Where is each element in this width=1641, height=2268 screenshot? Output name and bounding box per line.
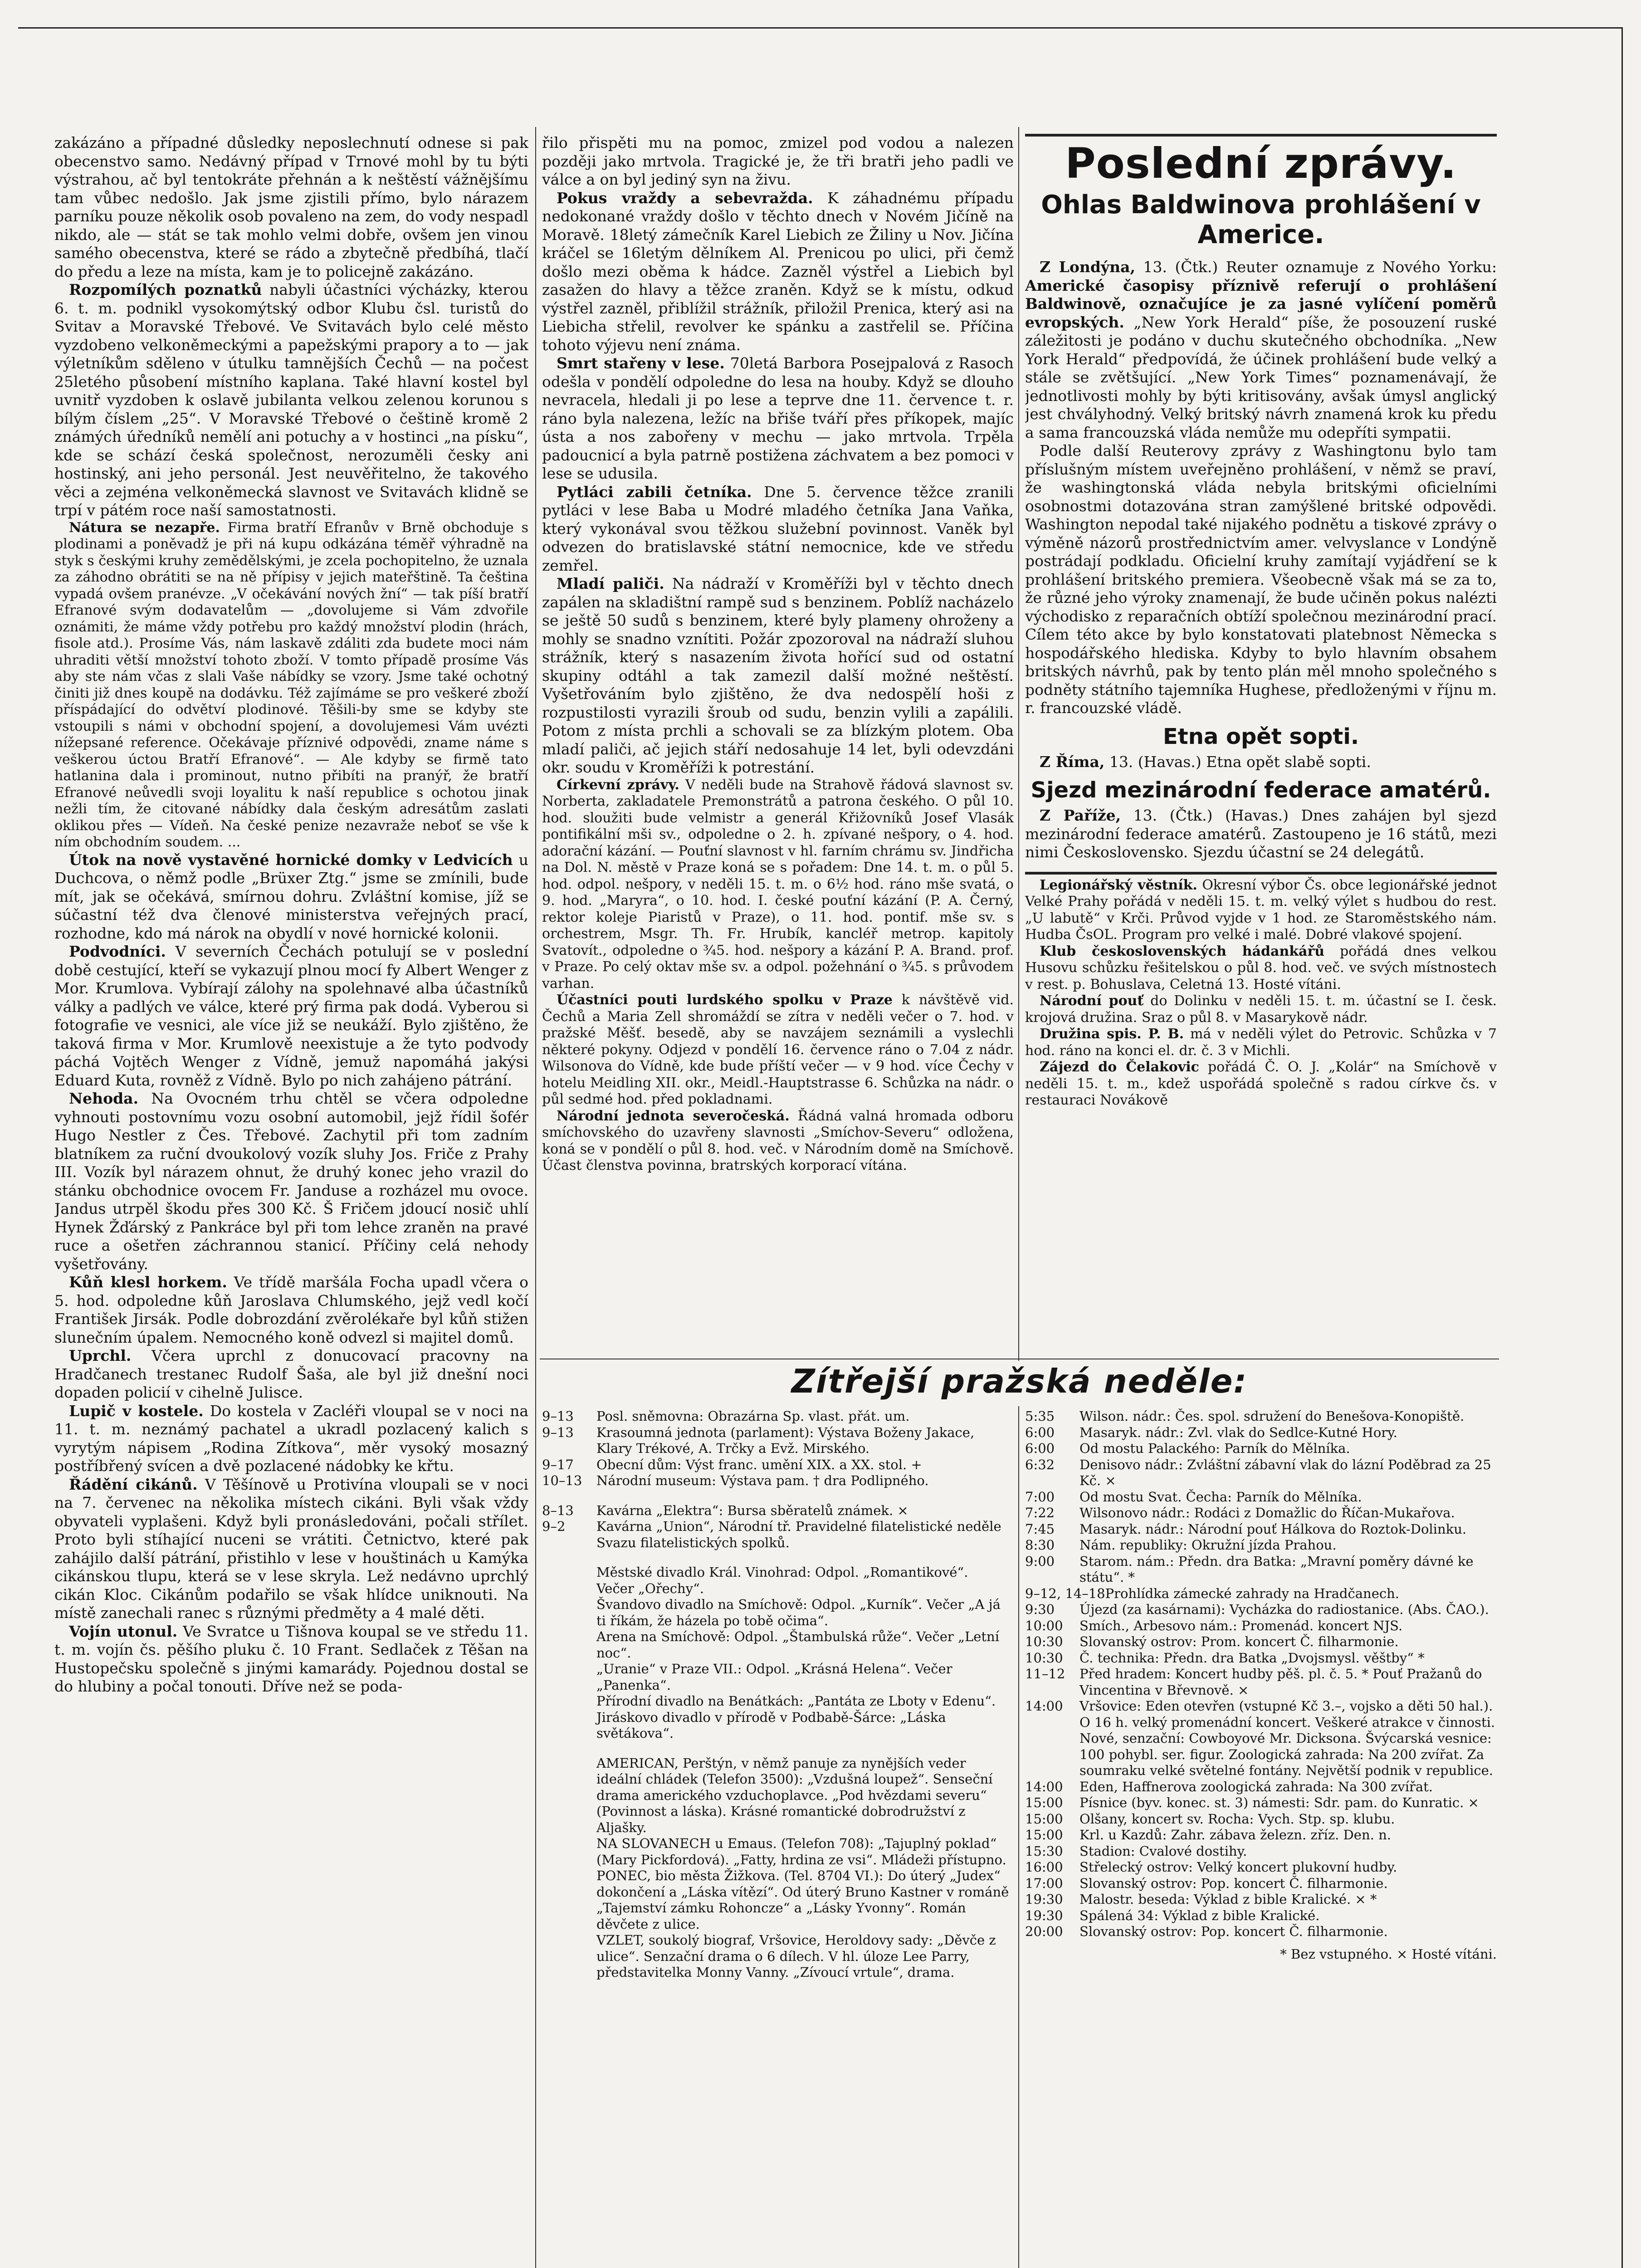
schedule-description: Přírodní divadlo na Benátkách: „Pantáta ze Lboty v Edenu“. [596,1693,996,1709]
schedule-entry [1025,1521,1497,1538]
dateline: Z Londýna, [1040,258,1135,276]
article [1025,258,1497,442]
schedule-entry [1025,1795,1497,1811]
notice-heading: Legionářský věstník. [1040,877,1197,893]
schedule-description: Národní museum: Výstava pam. † dra Podlipného. [596,1473,929,1488]
schedule-time [542,1932,596,1981]
article-text: 70letá Barbora Posejpalová z Rasoch odešla v pondělí odpoledne do lesa na houby. Když se dlouho nevracela, hledali ji po lese a teprve dne 11. července t. r. ráno byla nalezena, ležíc na břiše tváří přes příkopek, majíc ústa a nos zabořeny v mechu — jako mrtvola. Trpěla padoucnicí a byla patrně postižena záchvatem a bez pomoci v lese se udusila. [542,354,1014,482]
schedule-time: 16:00 [1025,1859,1063,1875]
schedule-time: 6:00 [1025,1441,1055,1456]
article-text: u Duchcova, o němž podle „Brüxer Ztg.“ jsme se zmínili, bude mít, jak se očekává, smírnou dohru. Zvláštní komise, jíž se súčastní též dva členové ministerstva veřejných prací, rozhodne, kdo má nárok na obydlí v nové hornické kolonii. [54,850,528,942]
notice [1025,943,1497,993]
schedule-description: Obecní dům: Výst franc. umění XIX. a XX. stol. + [596,1457,922,1472]
article [54,1402,528,1476]
schedule-time [542,1710,596,1742]
article [54,1623,528,1696]
schedule-description: Masaryk. nádr.: Zvl. vlak do Sedlce-Kutné Hory. [1079,1424,1397,1440]
schedule-time: 8:30 [1025,1537,1055,1553]
article-text: Na nádraží v Kroměříži byl v těchto dnech zapálen na skladištní rampě sud s benzinem. Poblíž nacházelo se ještě 50 sudů s benzinem, které byly plameny ohroženy a mohly se snadno vznítiti. Požár zpozoroval na nádraží sluhou strážník, který s nasazením života hořící sud od ostatní skupiny odtáhl a tak zamezil další možné neštěstí. Vyšetřováním bylo zjištěno, že dva nedospělí hoši z rozpustilosti vyrazili šroub od sudu, benzin vylili a zapálili. Potom z místa prchli a schovali se za blízkým plotem. Oba mladí paliči, ač jejich stáří nedosahuje 14 let, byli odevzdáni okr. soudu v Kroměříži k potrestání. [542,575,1014,776]
schedule-time: 9:00 [1025,1553,1055,1569]
schedule-time [542,1564,596,1597]
article [1025,807,1497,862]
article [542,354,1014,483]
schedule-entry [542,1408,1009,1425]
schedule-time: 9–17 [542,1457,574,1472]
article [54,851,528,943]
article-text-bold: Americké časopisy příznivě referují o prohlášení Baldwinově, označujíce je za jasné vylíčení poměrů evropských. [1025,276,1497,331]
article-headline: Ohlas Baldwinova prohlášení v Americe. [1041,190,1481,249]
schedule-entry [1025,1666,1497,1698]
article [542,575,1014,777]
news-column-3 [1025,134,1497,1359]
schedule-entry [542,1473,1009,1489]
section-headline: Poslední zprávy. [1065,139,1457,188]
notice-text: má v neděli výlet do Petrovic. Schůzka v 7 hod. ráno na konci el. dr. č. 3 v Michli. [1025,1026,1497,1059]
schedule-entry [542,1597,1009,1629]
schedule-entry [1025,1650,1497,1667]
schedule-description: Denisovo nádr.: Zvláštní zábavní vlak do lázní Poděbrad za 25 Kč. × [1079,1457,1491,1488]
schedule-description: Prohlídka zámecké zahrady na Hradčanech. [1105,1585,1399,1601]
schedule-description: Starom. nám.: Předn. dra Batka: „Mravní poměry dávné ke státu“. * [1079,1553,1474,1585]
column-divider-2 [1018,127,1019,1361]
schedule-time: 6:32 [1025,1457,1055,1472]
schedule-description: Olšany, koncert sv. Rocha: Vych. Stp. sp. klubu. [1079,1811,1395,1827]
article-text: Na Ovocném trhu chtěl se včera odpoledne vyhnouti postovnímu vozu osobní automobil, jejž řídil šofér Hugo Nestler z Čes. Třebové. Zachytil při tom zadním blatníkem za ruční dvoukolový vozík sluhy Jos. Friče z Prahy III. Vozík byl nárazem ohnut, že druhý konec jeho vrazil do stánku obchodnice ovocem Fr. Janduse a rozházel mu ovoce. Jandus utrpěl škodu přes 300 Kč. Š Fričem jdoucí nosič uhlí Hynek Žďárský z Pankráce byl při tom lehce zraněn na pravé ruce a ošetřen záchrannou stanicí. Příčiny celá nehody vyšetřovány. [54,1090,528,1273]
schedule-entry [1025,1554,1497,1586]
schedule-entry [1025,1859,1497,1876]
schedule-time [542,1836,596,1868]
article-heading: Nátura se nezapře. [69,519,220,536]
schedule-entry [1025,1924,1497,1940]
article-heading: Pytláci zabili četníka. [557,483,752,501]
schedule-entry [1025,1537,1497,1554]
schedule-entry [1025,1908,1497,1924]
schedule-entry [542,1661,1009,1693]
schedule-description: Posl. sněmovna: Obrazárna Sp. vlast. přát. um. [596,1408,910,1424]
notice [1025,993,1497,1026]
schedule-description: „Uranie“ v Praze VII.: Odpol. „Krásná Helena“. Večer „Panenka“. [596,1661,952,1693]
notice [1025,1026,1497,1059]
article-heading: Uprchl. [69,1347,132,1364]
schedule-entry [1025,1843,1497,1860]
schedule-entry [1025,1489,1497,1505]
article-heading: Útok na nově vystavěné hornické domky v Ledvicích [69,850,513,869]
article-text: Ve třídě maršála Focha upadl včera o 5. hod. odpoledne kůň Jaroslava Chlumského, jejž vedl kočí František Jirsák. Podle dobrozdání zvěrolékaře byl kůň stižen slunečním úpalem. Nemocného koně odvezl si majitel domů. [54,1273,528,1346]
schedule-description: Písnice (byv. konec. st. 3) námesti: Sdr. pam. do Kunratic. × [1079,1795,1479,1810]
page-border-right [1621,27,1623,2268]
article-text: Včera uprchl z donucovací pracovny na Hradčanech trestanec Rudolf Šaša, ale byl již dnešní noci dopaden policií v cihelně Julisce. [54,1347,528,1401]
schedule-description: Wilsonovo nádr.: Rodáci z Domažlic do Říčan-Mukařova. [1079,1505,1455,1520]
article-text: Do kostela v Zacléři vloupal se v noci na 11. t. m. neznámý pachatel a ukradl pozlacený kalich s vyrytým nápisem „Rodina Zítkova“, měr vysoký mosazný postříbřený svícen a dvě pozlacené nádobky ke křtu. [54,1402,528,1475]
schedule-description: Kavárna „Union“, Národní tř. Pravidelné filatelistické neděle Svazu filatelistických spolků. [596,1519,1001,1550]
schedule-time: 14:00 [1025,1698,1063,1714]
schedule-time [542,1693,596,1710]
schedule-time [542,1868,596,1932]
notice-text: do Dolinku v neděli 15. t. m. účastní se I. česk. krojová družina. Sraz o půl 8. v Masarykově nádr. [1025,993,1497,1026]
schedule-description: VZLET, soukolý biograf, Vršovice, Heroldovy sady: „Děvče z ulice“. Senzační drama o 6 dílech. V hl. úloze Lee Parry, představitelka Monny Vanny. „Zívoucí vrtule“, drama. [596,1932,996,1980]
schedule-time: 7:22 [1025,1505,1055,1520]
schedule-description: Krasoumná jednota (parlament): Výstava Boženy Jakace, Klary Trékové, A. Trčky a Evž. Mirského. [596,1424,975,1456]
section-rule [1025,872,1497,875]
schedule-entry [1025,1425,1497,1441]
schedule-description: Malostr. beseda: Výklad z bible Kralické. × * [1079,1892,1377,1907]
article-heading: Národní jednota severočeská. [557,1108,790,1124]
schedule-entry [542,1693,1009,1710]
notice [1025,877,1497,943]
schedule-entry [542,1457,1009,1473]
article-heading: Kůň klesl horkem. [69,1273,227,1291]
schedule-entry [542,1755,1009,1836]
schedule-description: Spálená 34: Výklad z bible Kralické. [1079,1907,1320,1923]
article [54,1476,528,1623]
article-text: Dne 5. července těžce zranili pytláci v lese Baba u Modré mladého četníka Jana Vaňka, který vykonával svou těžkou služební povinnost. Vaněk byl odvezen do bratislavské státní nemocnice, kde ve středu zemřel. [542,483,1014,574]
schedule-time [542,1597,596,1629]
article [542,777,1014,992]
schedule-entry [542,1932,1009,1981]
article-text: „New York Herald“ píše, že posouzení ruské záležitosti je podáno v duchu skutečného obchodníka. „New York Herald“ předpovídá, že účinek prohlášení bude velký a stále se zvětšující. „New York Times“ poznamenávají, že jednotlivosti mohly by býti kritisovány, avšak úmysl anglický jest chvályhodný. Velký britský návrh znamená krok ku předu a sama francouzská vláda nemůže mu odepříti sympatii. [1025,313,1497,441]
schedule-description: Od mostu Svat. Čecha: Parník do Mělníka. [1079,1489,1362,1505]
schedule-description: Slovanský ostrov: Pop. koncert Č. filharmonie. [1079,1875,1388,1891]
notice-heading: Družina spis. P. B. [1040,1026,1184,1042]
article [542,992,1014,1108]
article-text: k návštěvě vid. Čechů a Maria Zell shromáždí se zítra v neděli večer o 7. hod. v pražské Měšť. besedě, aby se navzájem seznámili a vyslechli některé pokyny. Odjezd v pondělí 16. července ráno o 7.04 z nádr. Wilsonova do Vídně, kde bude příští večer — v 9 hod. více Čechy v hotelu Meidling XII. okr., Meidl.-Hauptstrasse 6. Schůzka na nádr. o půl sedmé hod. před pokladnami. [542,992,1014,1107]
article-text: 13. (Čtk.) (Havas.) Dnes zahájen byl sjezd mezinárodní federace amatérů. Zastoupeno je 16 států, mezi nimi Československo. Sjezdu účastní se 24 delegátů. [1025,807,1497,861]
notice-text: Okresní výbor Čs. obce legionářské jednot Velké Prahy pořádá v neděli 15. t. m. velký výlet s hudbou do rest. „U labutě“ v Krči. Průvod vyjde v 1 hod. ze Staroměstského nám. Hudba ČsOL. Program pro velké i malé. Dobré vlakové spojení. [1025,877,1497,943]
schedule-entry [542,1425,1009,1457]
article-text: V neděli bude na Strahově řádová slavnost sv. Norberta, zakladatele Premonstrátů a patrona českého. O půl 10. hod. sloužiti bude velmistr a generál Křižovníků Josef Vlasák pontifikální mši sv., odpoledne o 2. h. zpívané nešpory, o 4. hod. adorační kázání. — Pouťní slavnost v hl. farním chrámu sv. Jindřicha na Dol. N. městě v Praze koná se s pořadem: Dne 14. t. m. o půl 5. hod. odpol. nešpory, v neděli 15. t. m. o 6½ hod. ráno mše svatá, o 9. hod. „Maryra“, o 10. hod. I. české pouťní kázání (P. A. Černý, rektor koleje Piaristů v Praze), o 11. hod. pontif. mše sv. s orchestrem, Msgr. Th. Fr. Hrubík, kancléř metrop. kapitoly Svatovít., odpoledne o ¾5. hod. nešpory a kázání P. A. Brand. prof. v Praze. Po celý oktav mše sv. a odpol. požehnání o ¾5. s průvodem varhan. [542,777,1014,992]
schedule-entry [1025,1586,1497,1602]
schedule-entry [1025,1505,1497,1521]
schedule-entry [1025,1408,1497,1425]
schedule-time: 7:00 [1025,1489,1055,1505]
article-heading: Nehoda. [69,1090,139,1107]
dateline: Z Paříže, [1040,807,1121,824]
schedule-time: 9–13 [542,1424,574,1440]
schedule-description: NA SLOVANECH u Emaus. (Telefon 708): „Tajuplný poklad“ (Mary Pickfordová). „Fatty, hrdina ze vsi“. Mládeži přístupno. [596,1836,1006,1867]
page-border-top [18,27,1623,29]
schedule-entry [1025,1876,1497,1892]
schedule-description: Újezd (za kasárnami): Vycházka do radiostanice. (Abs. ČAO.). [1079,1602,1489,1617]
schedule-gap [542,1489,1009,1503]
news-column-1 [54,134,528,2268]
article-text: V Těšínově u Protivína vloupali se v noci na 7. červenec na několika místech cikáni. Byli však vždy obyvateli vyplašeni. Když byli pronásledováni, počali střílet. Proto byli stíhající nuceni se vrátiti. Četnictvo, které pak zahájilo další pátrání, přistihlo v lese v houštinách u Kamýka cikánskou tlupu, která se v lese skryla. Lež nedávno uprchlý cikán Kloc. Cikánům podařilo se však hlídce uniknouti. Na místě zanechali ranec s různými předměty a 4 malé děti. [54,1475,528,1622]
article-text: Ve Svratce u Tišnova koupal se ve středu 11. t. m. vojín čs. pěšího pluku č. 10 Frant. Sedlaček z Těšan na Hustopečsku společně s jinými kamarády. Pojednou dostal se do hlubiny a počal tonouti. Dříve než se poda- [54,1622,528,1695]
article-text: 13. (Havas.) Etna opět slabě sopti. [1104,753,1371,771]
schedule-description: Eden, Haffnerova zoologická zahrada: Na 300 zvířat. [1079,1779,1433,1794]
article-heading: Podvodníci. [69,943,166,960]
schedule-time: 15:00 [1025,1827,1063,1843]
schedule-time [542,1661,596,1693]
schedule-time: 17:00 [1025,1875,1063,1891]
article-text: řilo přispěti mu na pomoc, zmizel pod vodou a nalezen později jako mrtvola. Tragické je, že tři bratři jeho padli ve válce a on byl jediný syn na živu. [542,134,1014,188]
schedule-time: 10:00 [1025,1618,1063,1633]
schedule-description: PONEC, bio města Žižkova. (Tel. 8704 VI.): Do úterý „Judex“ dokončení a „Láska vítězí“. Od úterý Bruno Kastner v románě „Tajemství zámku Rohoncze“ a „Lásky Yvonny“. Román děvčete z ulice. [596,1868,1009,1932]
schedule-description: Smích., Arbesovo nám.: Promenád. koncert NJS. [1079,1618,1403,1633]
article-text: Firma bratří Efranův v Brně obchoduje s plodinami a poněvadž je při ná kupu odkázána téměř výhradně na styk s českými kruhy zemědělskými, je zcela pochopitelno, že uznala za záhodno obrátiti se na ně přípisy v jejich mateřštině. Ta čeština vypadá ovšem pranévze. „V očekávání nových žní“ — tak píší bratří Efranové svým dodavatelům — „dovolujeme si Vám zdvořile oznámiti, že máme vždy potřebu pro každý množství plodin (hrách, fisole atd.). Prosíme Vás, nám laskavě zdáliti zda budete moci nám uhraditi větší množství tohoto zboží. V tomto případě prosíme Vás aby ste nám včas z slali Vaše nábídky se vzory. Jsme také ochotný činiti již dnes koupě na dodávku. Též zajímáme se pro veškeré zboží příspádající do odvětví plodinové. Těšili-by sme se kdyby ste vstoupili s námi v obchodní spojení, a dovolujemesi Vám uvézti nížepsané reference. Očekávaje příznivé odpovědi, zname náme s veškerou úctou Bratří Efranové“. — Ale kdyby se firmě tato hatlanina dala i prominout, nutno přibíti na pranýř, že bratří Efranové neůvedli svoji loyalitu k naší republice s ochotou jinak nežli tím, že citované nábídky dala českým adresátům zaslati oklikou přes — Vídeň. Na české penize nezavraže neboť se vše k ním obchodním soudem. ... [54,519,528,850]
sunday-schedule-left [542,1408,1009,2268]
schedule-entry [1025,1602,1497,1618]
article-heading: Řádění cikánů. [69,1475,198,1493]
schedule-description: Střelecký ostrov: Velký koncert plukovní hudby. [1079,1859,1397,1875]
schedule-description: Jiráskovo divadlo v přírodě v Podbabě-Šárce: „Láska světákova“. [596,1709,946,1741]
article-heading: Mladí paliči. [557,575,664,592]
column-divider-1 [535,127,536,2268]
schedule-divider [1018,1406,1019,2268]
article [54,1090,528,1273]
schedule-description: Švandovo divadlo na Smíchově: Odpol. „Kurník“. Večer „A já ti říkám, že házela po tobě očima“. [596,1597,1001,1628]
article-heading: Vojín utonul. [69,1622,178,1640]
sunday-section-title: Zítřejší pražská neděle: [791,1362,1248,1400]
article [54,281,528,520]
schedule-entry [1025,1457,1497,1489]
schedule-time: 15:00 [1025,1795,1063,1810]
article [54,1273,528,1347]
article-heading: Účastníci pouti lurdského spolku v Praze [557,992,893,1008]
schedule-entry [542,1836,1009,1868]
schedule-time: 11–12 [1025,1666,1065,1681]
schedule-entry [542,1710,1009,1742]
schedule-description: Masaryk. nádr.: Národní pouť Hálkova do Roztok-Dolinku. [1079,1521,1467,1537]
article-text: nabyli účastníci výcházky, kterou 6. t. m. podnikl vysokomýtský odbor Klubu čsl. turistů do Svitav a Moravské Třebové. Ve Svitavách bylo celé město vyzdobeno velkoněmeckými a papežskými prapory a to — jak výletníkům sděleno v útulku tamnějších Čechů — na počest 25letého působení místního kaplana. Také hlavní kostel byl uvnitř vyzdoben k oslavě jubilanta velkou zelenou korunou s bílým číslem „25“. V Moravské Třebové o češtině kromě 2 známých úředníků nemělí ani potuchy a v hostinci „na písku“, kde se schází česká společnost, nerozuměli česky ani hostinský, ani jeho personál. Jest neuvěřitelno, že takového věci a zejména velkoněmecká slavnost ve Svitavách klidně se trpí v pátém roce naší samostatnosti. [54,281,528,519]
schedule-time: 19:30 [1025,1907,1063,1923]
schedule-time: 9–13 [542,1408,574,1424]
article-heading: Rozpomílých poznatků [69,281,262,298]
schedule-entry [542,1519,1009,1551]
article-heading: Církevní zprávy. [557,777,679,793]
dateline: Z Říma, [1040,753,1105,771]
article-heading: Lupič v kostele. [69,1402,204,1420]
schedule-time: 10–13 [542,1473,582,1488]
schedule-time: 8–13 [542,1502,574,1518]
schedule-entry [1025,1892,1497,1908]
notice-heading: Klub československých hádankářů [1040,943,1325,959]
schedule-entry [542,1564,1009,1597]
schedule-description: Wilson. nádr.: Čes. spol. sdružení do Benešova-Konopiště. [1079,1408,1465,1424]
schedule-time: 10:30 [1025,1650,1063,1666]
schedule-description: Městské divadlo Král. Vinohrad: Odpol. „Romantikové“. Večer „Ořechy“. [596,1564,968,1596]
schedule-entry [1025,1634,1497,1650]
article-text: Řádná valná hromada odboru smíchovského do uzavřeny slavnosti „Smíchov-Severu“ odložena, koná se v pondělí o půl 8. hod. več. v Národním domě na Smíchově. Účast členstva povinna, bratrských korporací vítána. [542,1108,1014,1173]
article [54,943,528,1090]
schedule-description: Vršovice: Eden otevřen (vstupné Kč 3.–, vojsko a děti 50 hal.). O 16 h. velký promenádní koncert. Veškeré atrakce v činnosti. Nové, senzační: Cowboyové Mr. Dicksona. Švýcarská vesnice: 100 pohybl. ser. figur. Zoologická zahrada: Na 200 zvířat. Za soumraku velké světelné fontány. Největší podnik v republice. [1079,1698,1495,1778]
headline-rule [1025,134,1497,137]
schedule-entry [542,1629,1009,1661]
notice-heading: Národní pouť [1040,993,1144,1009]
schedule-time: 6:00 [1025,1424,1055,1440]
notice [1025,1059,1497,1109]
schedule-entry [542,1503,1009,1519]
notice-text: pořádá Č. O. J. „Kolár“ na Smíchově v neděli 15. t. m., kdež uspořádá společně s radou církve čs. v restauraci Novákově [1025,1059,1497,1108]
schedule-time: 9:30 [1025,1602,1055,1617]
schedule-description: Kavárna „Elektra“: Bursa sběratelů známek. × [596,1502,908,1518]
article-headline: Sjezd mezinárodní federace amatérů. [1031,777,1491,803]
schedule-time [542,1755,596,1836]
article-heading: Pokus vraždy a sebevražda. [557,189,813,207]
schedule-time: 14:00 [1025,1779,1063,1794]
notice-text: pořádá dnes velkou Husovu schůzku řešitelskou o půl 8. hod. več. ve svých místnostech v rest. p. Bohuslava, Celetná 13. Hosté vítáni. [1025,943,1497,992]
sunday-schedule-right [1025,1408,1497,2268]
schedule-time: 15:00 [1025,1811,1063,1827]
article-text: zakázáno a případné důsledky neposlechnutí odnese si pak obecenstvo samo. Nedávný případ v Trnové mohl by tu býti výstrahou, ač byl tentokráte přehnán a k neštěstí vážnějšímu tam vůbec nedošlo. Jak jsme zjistili přímo, bylo nárazem parníku pouze několik osob povaleno na zem, do vody nespadl nikdo, ale — stát se tak mohlo velmi dobře, ovšem jen vinou samého obecenstva, které se rádo a zbytečně předbíhá, tlačí do předu a leze na místa, kam je to policejně zakázáno. [54,134,528,280]
notice-heading: Zájezd do Čelakovic [1040,1059,1199,1075]
article [54,1347,528,1402]
schedule-time: 20:00 [1025,1924,1063,1939]
schedule-description: AMERICAN, Perštýn, v němž panuje za nynějších veder ideální chládek (Telefon 3500): „Vzdušná loupež“. Senseční drama amerického vzduchoplavce. „Pod hvězdami severu“ (Povinnost a láska). Krásné romantické dobrodružství z Aljašky. [596,1755,993,1835]
article [54,520,528,851]
schedule-time: 10:30 [1025,1634,1063,1649]
schedule-time: 7:45 [1025,1521,1055,1537]
schedule-entry [542,1868,1009,1932]
schedule-gap [542,1551,1009,1564]
article-text: K záhadnému případu nedokonané vraždy došlo v těchto dnech v Novém Jičíně na Moravě. 18letý zámečník Karel Liebich ze Žiliny u Nov. Jičína kráčel se 16letým dělníkem Al. Prenicou po ulici, při čemž došlo mezi oběma k hádce. Zazněl výstřel a Liebich byl zasažen do hlavy a těžce zraněn. Když se k místu, odkud výstřel zazněl, přiblížil strážník, přiložil Prenica, který asi na Liebicha střelil, revolver ke spánku a zastřelil se. Příčina tohoto výjevu není známa. [542,189,1014,354]
schedule-entry [1025,1698,1497,1779]
schedule-description: Stadion: Cvalové dostihy. [1079,1843,1247,1859]
schedule-entry [1025,1618,1497,1634]
article [542,483,1014,575]
schedule-description: Od mostu Palackého: Parník do Mělníka. [1079,1441,1350,1456]
article [542,1108,1014,1174]
news-column-2 [542,134,1014,1356]
schedule-time: 15:30 [1025,1843,1063,1859]
article-text: V severních Čechách potulují se v poslední době cestující, kteří se vykazují plnou mocí fy Albert Wenger z Mor. Krumlova. Vybírají zálohy na spolehnavé alba účastníků války a padlých ve válce, které prý firma pak dodá. Vyberou si fotografie ve vesnici, ale více již se neukáží. Bylo zjištěno, že taková firma v Mor. Krumlově neexistuje a že tyto podvody páchá Vojtěch Wenger z Vídně, jemuž napomáhá jakýsi Eduard Kuta, rovněž z Vídně. Bylo po nich zahájeno pátrání. [54,943,528,1089]
schedule-entry [1025,1811,1497,1828]
article [542,189,1014,355]
schedule-time: 5:35 [1025,1408,1055,1424]
schedule-description: Č. technika: Předn. dra Batka „Dvojsmysl. věštby“ * [1079,1650,1425,1666]
schedule-time [542,1629,596,1661]
schedule-entry [1025,1779,1497,1795]
article-text: 13. (Čtk.) Reuter oznamuje z Nového Yorku: [1135,258,1497,276]
schedule-time: 19:30 [1025,1892,1063,1907]
schedule-legend: * Bez vstupného. × Hosté vítáni. [1280,1946,1497,1962]
schedule-gap [542,1742,1009,1755]
schedule-time: 9–2 [542,1519,566,1534]
schedule-description: Slovanský ostrov: Prom. koncert Č. filharmonie. [1079,1634,1399,1649]
schedule-description: Před hradem: Koncert hudby pěš. pl. č. 5. * Pouť Pražanů do Vincentina v Břevnově. × [1079,1666,1482,1698]
schedule-description: Krl. u Kazdů: Zahr. zábava železn. zříz. Den. n. [1079,1827,1391,1843]
article-headline: Etna opět sopti. [1162,723,1359,749]
schedule-description: Slovanský ostrov: Pop. koncert Č. filharmonie. [1079,1924,1388,1939]
schedule-description: Arena na Smíchově: Odpol. „Štambulská růže“. Večer „Letní noc“. [596,1629,999,1661]
article-text: Podle další Reuterovy zprávy z Washingtonu bylo tam příslušným místem uveřejněno prohlášení, v němž se praví, že washingtonská vláda nebyla britskými oficielními osobnostmi dotazována stran zamýšlené britské odpovědi. Washington nepodal také nijakého podnětu a tiskové zprávy o výměně názorů prostřednictvím amer. velvyslance v Londýně postrádají podkladu. Oficielní kruhy zamítají vyjádření se k prohlášení britského premiera. Všeobecně však má se za to, že různé jeho výroky znamenají, že bude učiněn pokus nalézti východisko z reparačních obtíží společnou mezinárodní prací. Cílem této akce by bylo konstatovati platebnost Německa s hospodářského hlediska. Kdyby to bylo hlavním obsahem britských návrhů, pak by tento plán měl mnoho společného s podněty státního tajemníka Hughese, předloženými v říjnu m. r. francouzské vládě. [1025,442,1497,717]
schedule-description: Nám. republiky: Okružní jízda Prahou. [1079,1537,1337,1553]
article [1025,753,1497,772]
schedule-time: 9–12, 14–18 [1025,1585,1105,1601]
article-heading: Smrt stařeny v lese. [557,354,725,372]
schedule-entry [1025,1827,1497,1843]
schedule-entry [1025,1441,1497,1457]
